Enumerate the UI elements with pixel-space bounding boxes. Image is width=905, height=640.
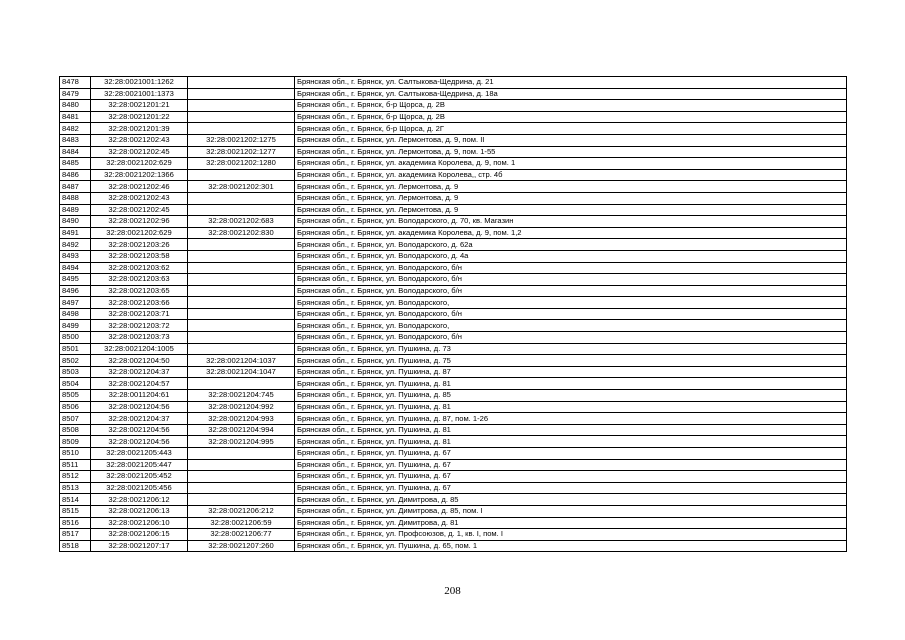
address-cell: Брянская обл., г. Брянск, ул. Пушкина, д. 87 xyxy=(295,366,847,378)
related-cadastral-number-cell: 32:28:0021202:1275 xyxy=(188,134,295,146)
related-cadastral-number-cell xyxy=(188,204,295,216)
cadastral-number-cell: 32:28:0021203:63 xyxy=(91,274,188,286)
related-cadastral-number-cell xyxy=(188,123,295,135)
address-cell: Брянская обл., г. Брянск, ул. Пушкина, д. 73 xyxy=(295,343,847,355)
address-cell: Брянская обл., г. Брянск, ул. Салтыкова-Щедрина, д. 21 xyxy=(295,77,847,89)
row-number-cell: 8481 xyxy=(60,111,91,123)
address-cell: Брянская обл., г. Брянск, ул. Володарского, б/н xyxy=(295,332,847,344)
row-number-cell: 8486 xyxy=(60,169,91,181)
address-cell: Брянская обл., г. Брянск, б-р Щорса, д. 2В xyxy=(295,111,847,123)
related-cadastral-number-cell: 32:28:0021206:212 xyxy=(188,505,295,517)
related-cadastral-number-cell xyxy=(188,100,295,112)
row-number-cell: 8492 xyxy=(60,239,91,251)
cadastral-number-cell: 32:28:0021204:37 xyxy=(91,366,188,378)
table-row xyxy=(60,424,847,436)
address-cell: Брянская обл., г. Брянск, ул. Пушкина, д. 67 xyxy=(295,459,847,471)
table-row xyxy=(60,448,847,460)
cadastral-number-cell: 32:28:0021205:456 xyxy=(91,482,188,494)
registry-table xyxy=(59,76,847,552)
row-number-cell: 8513 xyxy=(60,482,91,494)
address-cell: Брянская обл., г. Брянск, ул. Лермонтова, д. 9 xyxy=(295,204,847,216)
related-cadastral-number-cell xyxy=(188,274,295,286)
cadastral-number-cell: 32:28:0021203:65 xyxy=(91,285,188,297)
cadastral-number-cell: 32:28:0021203:73 xyxy=(91,332,188,344)
table-row xyxy=(60,366,847,378)
row-number-cell: 8482 xyxy=(60,123,91,135)
cadastral-number-cell: 32:28:0021206:15 xyxy=(91,529,188,541)
table-row xyxy=(60,285,847,297)
table-row xyxy=(60,436,847,448)
address-cell: Брянская обл., г. Брянск, ул. Салтыкова-Щедрина, д. 18а xyxy=(295,88,847,100)
related-cadastral-number-cell: 32:28:0021202:301 xyxy=(188,181,295,193)
address-cell: Брянская обл., г. Брянск, ул. Пушкина, д. 65, пом. 1 xyxy=(295,540,847,552)
address-cell: Брянская обл., г. Брянск, ул. Димитрова, д. 81 xyxy=(295,517,847,529)
address-cell: Брянская обл., г. Брянск, б-р Щорса, д. 2Г xyxy=(295,123,847,135)
related-cadastral-number-cell xyxy=(188,308,295,320)
cadastral-number-cell: 32:28:0021206:13 xyxy=(91,505,188,517)
related-cadastral-number-cell xyxy=(188,471,295,483)
table-row xyxy=(60,320,847,332)
table-row xyxy=(60,88,847,100)
row-number-cell: 8510 xyxy=(60,448,91,460)
cadastral-number-cell: 32:28:0021205:452 xyxy=(91,471,188,483)
related-cadastral-number-cell: 32:28:0021202:683 xyxy=(188,216,295,228)
cadastral-number-cell: 32:28:0021202:45 xyxy=(91,204,188,216)
row-number-cell: 8504 xyxy=(60,378,91,390)
cadastral-number-cell: 32:28:0021204:56 xyxy=(91,436,188,448)
row-number-cell: 8484 xyxy=(60,146,91,158)
address-cell: Брянская обл., г. Брянск, ул. Володарского, xyxy=(295,297,847,309)
table-row xyxy=(60,239,847,251)
row-number-cell: 8494 xyxy=(60,262,91,274)
address-cell: Брянская обл., г. Брянск, ул. Димитрова, д. 85 xyxy=(295,494,847,506)
table-row xyxy=(60,494,847,506)
address-cell: Брянская обл., г. Брянск, ул. Пушкина, д. 87, пом. 1-26 xyxy=(295,413,847,425)
related-cadastral-number-cell xyxy=(188,343,295,355)
address-cell: Брянская обл., г. Брянск, ул. Пушкина, д. 85 xyxy=(295,390,847,402)
cadastral-number-cell: 32:28:0021203:66 xyxy=(91,297,188,309)
table-row xyxy=(60,378,847,390)
related-cadastral-number-cell xyxy=(188,332,295,344)
row-number-cell: 8488 xyxy=(60,192,91,204)
cadastral-number-cell: 32:28:0021001:1262 xyxy=(91,77,188,89)
table-row xyxy=(60,332,847,344)
table-row xyxy=(60,529,847,541)
row-number-cell: 8491 xyxy=(60,227,91,239)
row-number-cell: 8506 xyxy=(60,401,91,413)
table-row xyxy=(60,401,847,413)
related-cadastral-number-cell: 32:28:0021206:77 xyxy=(188,529,295,541)
related-cadastral-number-cell xyxy=(188,320,295,332)
related-cadastral-number-cell xyxy=(188,250,295,262)
cadastral-number-cell: 32:28:0021204:50 xyxy=(91,355,188,367)
address-cell: Брянская обл., г. Брянск, ул. Лермонтова, д. 9, пом. II xyxy=(295,134,847,146)
cadastral-number-cell: 32:28:0021205:443 xyxy=(91,448,188,460)
cadastral-number-cell: 32:28:0021206:12 xyxy=(91,494,188,506)
table-row xyxy=(60,413,847,425)
related-cadastral-number-cell xyxy=(188,192,295,204)
row-number-cell: 8479 xyxy=(60,88,91,100)
address-cell: Брянская обл., г. Брянск, ул. Пушкина, д. 67 xyxy=(295,471,847,483)
cadastral-number-cell: 32:28:0021202:96 xyxy=(91,216,188,228)
cadastral-number-cell: 32:28:0021202:629 xyxy=(91,158,188,170)
cadastral-number-cell: 32:28:0021203:71 xyxy=(91,308,188,320)
table-row xyxy=(60,390,847,402)
address-cell: Брянская обл., г. Брянск, ул. Володарского, д. 70, кв. Магазин xyxy=(295,216,847,228)
cadastral-number-cell: 32:28:0021203:72 xyxy=(91,320,188,332)
table-row xyxy=(60,343,847,355)
cadastral-number-cell: 32:28:0021203:62 xyxy=(91,262,188,274)
related-cadastral-number-cell xyxy=(188,111,295,123)
cadastral-number-cell: 32:28:0021201:39 xyxy=(91,123,188,135)
cadastral-number-cell: 32:28:0021204:56 xyxy=(91,401,188,413)
row-number-cell: 8498 xyxy=(60,308,91,320)
related-cadastral-number-cell xyxy=(188,169,295,181)
table-row xyxy=(60,169,847,181)
row-number-cell: 8509 xyxy=(60,436,91,448)
related-cadastral-number-cell xyxy=(188,239,295,251)
cadastral-number-cell: 32:28:0021202:43 xyxy=(91,134,188,146)
row-number-cell: 8499 xyxy=(60,320,91,332)
row-number-cell: 8493 xyxy=(60,250,91,262)
cadastral-number-cell: 32:28:0021205:447 xyxy=(91,459,188,471)
address-cell: Брянская обл., г. Брянск, ул. Володарского, xyxy=(295,320,847,332)
cadastral-number-cell: 32:28:0021202:629 xyxy=(91,227,188,239)
table-row xyxy=(60,540,847,552)
cadastral-number-cell: 32:28:0021203:58 xyxy=(91,250,188,262)
cadastral-number-cell: 32:28:0021204:56 xyxy=(91,424,188,436)
row-number-cell: 8508 xyxy=(60,424,91,436)
table-row xyxy=(60,146,847,158)
address-cell: Брянская обл., г. Брянск, ул. Володарского, б/н xyxy=(295,308,847,320)
address-cell: Брянская обл., г. Брянск, ул. Володарского, д. 62а xyxy=(295,239,847,251)
related-cadastral-number-cell: 32:28:0021204:995 xyxy=(188,436,295,448)
table-row xyxy=(60,192,847,204)
row-number-cell: 8507 xyxy=(60,413,91,425)
row-number-cell: 8501 xyxy=(60,343,91,355)
related-cadastral-number-cell xyxy=(188,459,295,471)
address-cell: Брянская обл., г. Брянск, ул. Володарского, б/н xyxy=(295,285,847,297)
related-cadastral-number-cell: 32:28:0021204:992 xyxy=(188,401,295,413)
address-cell: Брянская обл., г. Брянск, ул. академика Королева, д. 9, пом. 1 xyxy=(295,158,847,170)
row-number-cell: 8483 xyxy=(60,134,91,146)
cadastral-number-cell: 32:28:0021204:37 xyxy=(91,413,188,425)
cadastral-number-cell: 32:28:0021001:1373 xyxy=(91,88,188,100)
cadastral-number-cell: 32:28:0021203:26 xyxy=(91,239,188,251)
row-number-cell: 8503 xyxy=(60,366,91,378)
address-cell: Брянская обл., г. Брянск, ул. Пушкина, д. 81 xyxy=(295,378,847,390)
page-number: 208 xyxy=(444,585,461,597)
cadastral-number-cell: 32:28:0021207:17 xyxy=(91,540,188,552)
table-row xyxy=(60,505,847,517)
related-cadastral-number-cell: 32:28:0021206:59 xyxy=(188,517,295,529)
row-number-cell: 8505 xyxy=(60,390,91,402)
address-cell: Брянская обл., г. Брянск, ул. Лермонтова, д. 9 xyxy=(295,181,847,193)
table-row xyxy=(60,123,847,135)
row-number-cell: 8516 xyxy=(60,517,91,529)
table-row xyxy=(60,308,847,320)
table-row xyxy=(60,250,847,262)
row-number-cell: 8495 xyxy=(60,274,91,286)
cadastral-number-cell: 32:28:0021204:57 xyxy=(91,378,188,390)
address-cell: Брянская обл., г. Брянск, ул. Пушкина, д. 75 xyxy=(295,355,847,367)
related-cadastral-number-cell xyxy=(188,77,295,89)
related-cadastral-number-cell: 32:28:0021204:745 xyxy=(188,390,295,402)
related-cadastral-number-cell: 32:28:0021207:260 xyxy=(188,540,295,552)
table-row xyxy=(60,517,847,529)
table-row xyxy=(60,216,847,228)
row-number-cell: 8480 xyxy=(60,100,91,112)
row-number-cell: 8490 xyxy=(60,216,91,228)
row-number-cell: 8489 xyxy=(60,204,91,216)
cadastral-number-cell: 32:28:0021204:1005 xyxy=(91,343,188,355)
cadastral-number-cell: 32:28:0021206:10 xyxy=(91,517,188,529)
table-row xyxy=(60,262,847,274)
address-cell: Брянская обл., г. Брянск, ул. Лермонтова, д. 9, пом. 1-55 xyxy=(295,146,847,158)
cadastral-number-cell: 32:28:0021202:1366 xyxy=(91,169,188,181)
related-cadastral-number-cell: 32:28:0021202:1277 xyxy=(188,146,295,158)
table-row xyxy=(60,181,847,193)
related-cadastral-number-cell: 32:28:0021204:994 xyxy=(188,424,295,436)
address-cell: Брянская обл., г. Брянск, ул. Володарского, б/н xyxy=(295,274,847,286)
related-cadastral-number-cell: 32:28:0021204:993 xyxy=(188,413,295,425)
address-cell: Брянская обл., г. Брянск, ул. Володарского, д. 4а xyxy=(295,250,847,262)
table-row xyxy=(60,77,847,89)
cadastral-number-cell: 32:28:0021202:43 xyxy=(91,192,188,204)
cadastral-number-cell: 32:28:0021202:46 xyxy=(91,181,188,193)
address-cell: Брянская обл., г. Брянск, ул. Профсоюзов, д. 1, кв. I, пом. I xyxy=(295,529,847,541)
row-number-cell: 8497 xyxy=(60,297,91,309)
address-cell: Брянская обл., г. Брянск, ул. Пушкина, д. 81 xyxy=(295,424,847,436)
row-number-cell: 8517 xyxy=(60,529,91,541)
row-number-cell: 8502 xyxy=(60,355,91,367)
related-cadastral-number-cell xyxy=(188,262,295,274)
cadastral-number-cell: 32:28:0021201:21 xyxy=(91,100,188,112)
table-row xyxy=(60,471,847,483)
related-cadastral-number-cell xyxy=(188,285,295,297)
address-cell: Брянская обл., г. Брянск, ул. Пушкина, д. 67 xyxy=(295,448,847,460)
address-cell: Брянская обл., г. Брянск, б-р Щорса, д. 2В xyxy=(295,100,847,112)
related-cadastral-number-cell: 32:28:0021202:1280 xyxy=(188,158,295,170)
related-cadastral-number-cell xyxy=(188,297,295,309)
cadastral-number-cell: 32:28:0011204:61 xyxy=(91,390,188,402)
related-cadastral-number-cell xyxy=(188,448,295,460)
related-cadastral-number-cell: 32:28:0021204:1037 xyxy=(188,355,295,367)
related-cadastral-number-cell: 32:28:0021204:1047 xyxy=(188,366,295,378)
address-cell: Брянская обл., г. Брянск, ул. академика Королева,, стр. 4б xyxy=(295,169,847,181)
cadastral-number-cell: 32:28:0021201:22 xyxy=(91,111,188,123)
related-cadastral-number-cell xyxy=(188,378,295,390)
row-number-cell: 8511 xyxy=(60,459,91,471)
table-row xyxy=(60,111,847,123)
table-row xyxy=(60,227,847,239)
related-cadastral-number-cell: 32:28:0021202:830 xyxy=(188,227,295,239)
address-cell: Брянская обл., г. Брянск, ул. Володарского, б/н xyxy=(295,262,847,274)
cadastral-number-cell: 32:28:0021202:45 xyxy=(91,146,188,158)
row-number-cell: 8496 xyxy=(60,285,91,297)
table-row xyxy=(60,158,847,170)
address-cell: Брянская обл., г. Брянск, ул. Пушкина, д. 81 xyxy=(295,436,847,448)
table-row xyxy=(60,204,847,216)
address-cell: Брянская обл., г. Брянск, ул. Пушкина, д. 81 xyxy=(295,401,847,413)
table-row xyxy=(60,100,847,112)
address-cell: Брянская обл., г. Брянск, ул. Димитрова, д. 85, пом. I xyxy=(295,505,847,517)
address-cell: Брянская обл., г. Брянск, ул. академика Королева, д. 9, пом. 1,2 xyxy=(295,227,847,239)
table-row xyxy=(60,134,847,146)
row-number-cell: 8518 xyxy=(60,540,91,552)
related-cadastral-number-cell xyxy=(188,482,295,494)
table-row xyxy=(60,459,847,471)
row-number-cell: 8512 xyxy=(60,471,91,483)
row-number-cell: 8515 xyxy=(60,505,91,517)
related-cadastral-number-cell xyxy=(188,88,295,100)
registry-table-body xyxy=(60,77,847,552)
row-number-cell: 8478 xyxy=(60,77,91,89)
table-row xyxy=(60,274,847,286)
address-cell: Брянская обл., г. Брянск, ул. Пушкина, д. 67 xyxy=(295,482,847,494)
related-cadastral-number-cell xyxy=(188,494,295,506)
table-row xyxy=(60,355,847,367)
table-row xyxy=(60,482,847,494)
row-number-cell: 8514 xyxy=(60,494,91,506)
address-cell: Брянская обл., г. Брянск, ул. Лермонтова, д. 9 xyxy=(295,192,847,204)
row-number-cell: 8485 xyxy=(60,158,91,170)
table-row xyxy=(60,297,847,309)
row-number-cell: 8487 xyxy=(60,181,91,193)
row-number-cell: 8500 xyxy=(60,332,91,344)
